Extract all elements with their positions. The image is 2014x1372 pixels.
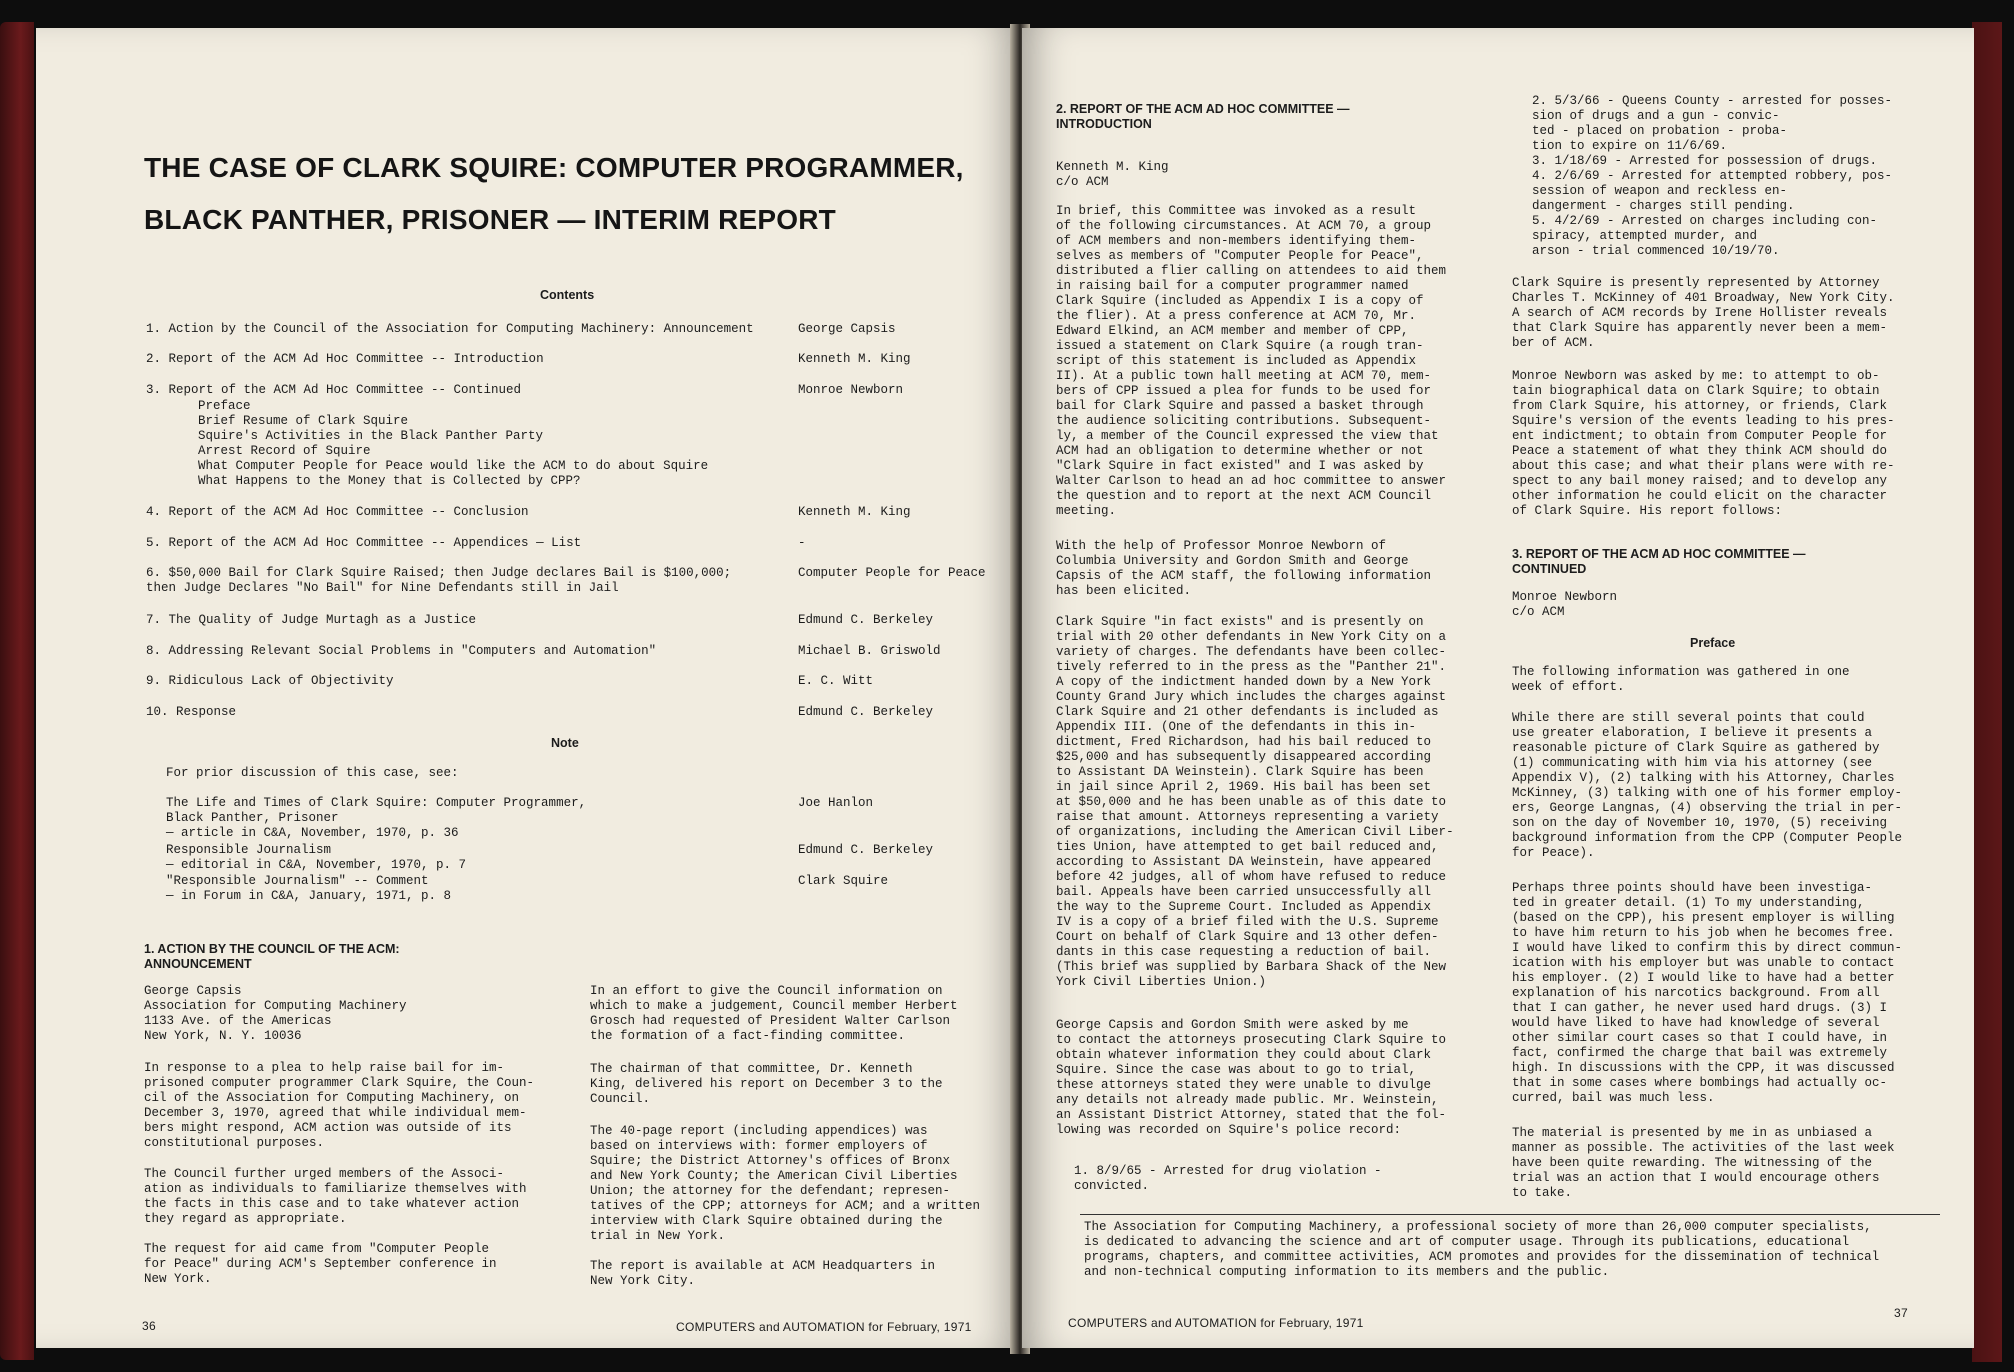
contents-heading: Contents	[540, 288, 595, 302]
toc-author: Edmund C. Berkeley	[798, 613, 934, 627]
toc-author: Monroe Newborn	[798, 383, 904, 397]
book-cover-edge-left	[0, 22, 34, 1360]
toc-author: Edmund C. Berkeley	[798, 705, 934, 719]
note-ref-text: The Life and Times of Clark Squire: Computer Programmer, Black Panther, Prisoner — article in C&A, November, 1970, p. 36	[166, 796, 587, 840]
note-ref-text: Responsible Journalism — editorial in C&A, November, 1970, p. 7	[166, 843, 467, 872]
police-record-list: 2. 5/3/66 - Queens County - arrested for posses- sion of drugs and a gun - convic- ted - placed on probation - proba- tion to expire on 11/6/69. 3. 1/18/69 - Arrested for possession of drugs. 4. 2/6/69 - Arrested for attempted robbery, pos- session of weapon and reckless en- dangerment - charges still pending. 5. 4/2/69 - Arrested on charges including con- spiracy, attempted murder, and arson - trial commenced 10/19/70.	[1532, 94, 1893, 258]
page-footer: COMPUTERS and AUTOMATION for February, 1971	[1068, 1316, 1364, 1330]
article-title-line-2: BLACK PANTHER, PRISONER — INTERIM REPORT	[144, 204, 836, 235]
toc-title: 7. The Quality of Judge Murtagh as a Justice	[146, 613, 477, 627]
section-2-paragraph: In brief, this Committee was invoked as a result of the following circumstances. At ACM 70, a group of ACM members and non-members identifying them- selves as members of "Computer People for Peace", distributed a flier calling on attendees to aid them in raising bail for a computer programmer named Clark Squire (included as Appendix I is a copy of the flier). At a press conference at ACM 70, Mr. Edward Elkind, an ACM member and member of CPP, issued a statement on Clark Squire (a rough tran- script of this statement is included as Appendix II). At a public town hall meeting at ACM 70, mem- bers of CPP issued a plea for funds to be used for bail for Clark Squire and passed a basket through the audience soliciting contributions. Subsequent- ly, a member of the Council expressed the view that ACM had an obligation to determine whether or not "Clark Squire in fact existed" and I was asked by Walter Carlson to head an ad hoc committee to answer the question and to report at the next ACM Council meeting.	[1056, 204, 1447, 518]
toc-title: 5. Report of the ACM Ad Hoc Committee -- Appendices — List	[146, 536, 582, 550]
toc-author: -	[798, 536, 806, 550]
section-3-heading: 3. REPORT OF THE ACM AD HOC COMMITTEE — CONTINUED	[1512, 547, 1806, 576]
toc-title: 10. Response	[146, 705, 237, 719]
toc-author: Kenneth M. King	[798, 352, 911, 366]
acm-note: The Association for Computing Machinery, a professional society of more than 26,000 computer specialists, is dedicated to advancing the science and art of computer usage. Through its publications, educational programs, chapters, and committee activities, ACM promotes and provides for the dissemination of technical and non-technical computing information to its members and the public.	[1084, 1220, 1880, 1279]
right-page	[1022, 28, 1974, 1348]
section-1-heading: 1. ACTION BY THE COUNCIL OF THE ACM: ANNOUNCEMENT	[144, 942, 400, 971]
section-1-paragraph: The Council further urged members of the Associ- ation as individuals to familiarize themselves with the facts in this case and to take whatever action they regard as appropriate.	[144, 1167, 527, 1226]
toc-subitems: Preface Brief Resume of Clark Squire Squire's Activities in the Black Panther Party Arrest Record of Squire What Computer People for Peace would like the ACM to do about Squire What Happens to the Money that is Collected by CPP?	[198, 399, 709, 488]
toc-author: Computer People for Peace	[798, 566, 986, 580]
toc-title: 6. $50,000 Bail for Clark Squire Raised; then Judge declares Bail is $100,000; then Judge Declares "No Bail" for Nine Defendants still in Jail	[146, 566, 732, 595]
toc-title: 8. Addressing Relevant Social Problems in "Computers and Automation"	[146, 644, 657, 658]
note-ref-author: Joe Hanlon	[798, 796, 874, 810]
section-2-byline: Kenneth M. King c/o ACM	[1056, 160, 1169, 189]
section-2-heading: 2. REPORT OF THE ACM AD HOC COMMITTEE — INTRODUCTION	[1056, 102, 1350, 131]
section-1-paragraph: The request for aid came from "Computer People for Peace" during ACM's September conference in New York.	[144, 1242, 497, 1286]
police-record-item: 1. 8/9/65 - Arrested for drug violation - convicted.	[1074, 1164, 1382, 1193]
section-3-paragraph: Perhaps three points should have been investiga- ted in greater detail. (1) To my understanding, (based on the CPP), his present employer is willing to have him return to his job when he becomes free. I would have liked to confirm this by direct commun- ication with his employer but was unable to contact his employer. (2) I would like to have had a better explanation of his narcotics background. From all that I can gather, he never used hard drugs. (3) I would have liked to have had knowledge of several other similar court cases so that I could have, in fact, confirmed the charge that bail was extremely high. In discussions with the CPP, it was discussed that in some cases where bombings had actually oc- curred, bail was much less.	[1512, 881, 1903, 1105]
section-3-paragraph: The material is presented by me in as unbiased a manner as possible. The activities of the last week have been quite rewarding. The witnessing of the trial was an action that I would encourage others to take.	[1512, 1126, 1895, 1200]
page-number: 36	[142, 1319, 156, 1333]
section-1-paragraph: The chairman of that committee, Dr. Kenneth King, delivered his report on December 3 to the Council.	[590, 1062, 943, 1106]
section-2-paragraph: With the help of Professor Monroe Newborn of Columbia University and Gordon Smith and George Capsis of the ACM staff, the following information has been elicited.	[1056, 539, 1432, 598]
page-footer: COMPUTERS and AUTOMATION for February, 1971	[676, 1320, 972, 1334]
note-ref-author: Edmund C. Berkeley	[798, 843, 934, 857]
article-title	[144, 142, 1004, 246]
note-intro: For prior discussion of this case, see:	[166, 766, 459, 780]
section-3-paragraph: The following information was gathered in one week of effort.	[1512, 665, 1850, 694]
toc-author: Michael B. Griswold	[798, 644, 941, 658]
toc-author: George Capsis	[798, 322, 896, 336]
section-2-paragraph: Clark Squire is presently represented by Attorney Charles T. McKinney of 401 Broadway, New York City. A search of ACM records by Irene Hollister reveals that Clark Squire has apparently never been a mem- ber of ACM.	[1512, 276, 1895, 350]
section-3-byline: Monroe Newborn c/o ACM	[1512, 590, 1618, 619]
toc-author: Kenneth M. King	[798, 505, 911, 519]
toc-title: 4. Report of the ACM Ad Hoc Committee -- Conclusion	[146, 505, 529, 519]
section-2-paragraph: Monroe Newborn was asked by me: to attempt to ob- tain biographical data on Clark Squire; to obtain from Clark Squire, his attorney, or friends, Clark Squire's version of the events leading to his pres- ent indictment; to obtain from Computer People for Peace a statement of what they think ACM should do about this case; and what their plans were with re- spect to any bail money raised; and to develop any other information he could elicit on the character of Clark Squire. His report follows:	[1512, 369, 1895, 518]
note-heading: Note	[551, 736, 579, 750]
left-page	[36, 28, 1018, 1348]
section-1-paragraph: The report is available at ACM Headquarters in New York City.	[590, 1259, 936, 1288]
page-number: 37	[1894, 1306, 1908, 1320]
section-3-paragraph: While there are still several points that could use greater elaboration, I believe it presents a reasonable picture of Clark Squire as gathered by (1) communicating with him via his attorney (see Appendix V), (2) talking with his Attorney, Charles McKinney, (3) talking with one of his former employ- ers, George Langnas, (4) observing the trial in per- son on the day of November 10, 1970, (5) receiving background information from the CPP (Computer People for Peace).	[1512, 711, 1903, 860]
article-title-line-1: THE CASE OF CLARK SQUIRE: COMPUTER PROGRAMMER,	[144, 152, 964, 183]
section-2-paragraph: George Capsis and Gordon Smith were asked by me to contact the attorneys prosecuting Clark Squire to obtain whatever information they could about Clark Squire. Since the case was about to go to trial, these attorneys stated they were unable to divulge any details not already made public. Mr. Weinstein, an Assistant District Attorney, stated that the fol- lowing was recorded on Squire's police record:	[1056, 1018, 1447, 1137]
section-1-paragraph: In response to a plea to help raise bail for im- prisoned computer programmer Clark Squire, the Coun- cil of the Association for Computing Machinery, on December 3, 1970, agreed that while individual mem- bers might respond, ACM action was outside of its constitutional purposes.	[144, 1061, 535, 1150]
section-1-paragraph: The 40-page report (including appendices) was based on interviews with: former employers of Squire; the District Attorney's offices of Bronx and New York County; the American Civil Liberties Union; the attorney for the defendant; represen- tatives of the CPP; attorneys for ACM; and a written interview with Clark Squire obtained during the trial in New York.	[590, 1124, 981, 1243]
note-ref-author: Clark Squire	[798, 874, 889, 888]
book-cover-edge-right	[1972, 22, 2002, 1362]
toc-title: 9. Ridiculous Lack of Objectivity	[146, 674, 394, 688]
toc-title: 2. Report of the ACM Ad Hoc Committee -- Introduction	[146, 352, 544, 366]
section-1-paragraph: In an effort to give the Council information on which to make a judgement, Council member Herbert Grosch had requested of President Walter Carlson the formation of a fact-finding committee.	[590, 984, 958, 1043]
preface-heading: Preface	[1690, 636, 1736, 650]
section-2-paragraph: Clark Squire "in fact exists" and is presently on trial with 20 other defendants in New York City on a variety of charges. The defendants have been collec- tively referred to in the press as the "Panther 21". A copy of the indictment handed down by a New York County Grand Jury which includes the charges against Clark Squire and 21 other defendants is included as Appendix III. (One of the defendants in this in- dictment, Fred Richardson, had his bail reduced to $25,000 and has subsequently disappeared according to Assistant DA Weinstein). Clark Squire has been in jail since April 2, 1969. His bail has been set at $50,000 and he has been unable as of this date to raise that amount. Attorneys representing a variety of organizations, including the American Civil Liber- ties Union, have attempted to get bail reduced and, according to Assistant DA Weinstein, have appeared before 42 judges, all of whom have refused to reduce bail. Appeals have been carried unsuccessfully all the way to the Supreme Court. Included as Appendix IV is a copy of a brief filed with the U.S. Supreme Court on behalf of Clark Squire and 13 other defen- dants in this case requesting a reduction of bail. (This brief was supplied by Barbara Shack of the New York Civil Liberties Union.)	[1056, 615, 1454, 989]
acm-note-rule	[1080, 1214, 1940, 1215]
toc-title: 1. Action by the Council of the Association for Computing Machinery: Announcement	[146, 322, 754, 336]
toc-author: E. C. Witt	[798, 674, 874, 688]
section-1-address: George Capsis Association for Computing Machinery 1133 Ave. of the Americas New York, N. Y. 10036	[144, 984, 407, 1043]
toc-title: 3. Report of the ACM Ad Hoc Committee -- Continued	[146, 383, 522, 397]
note-ref-text: "Responsible Journalism" -- Comment — in Forum in C&A, January, 1971, p. 8	[166, 874, 452, 903]
